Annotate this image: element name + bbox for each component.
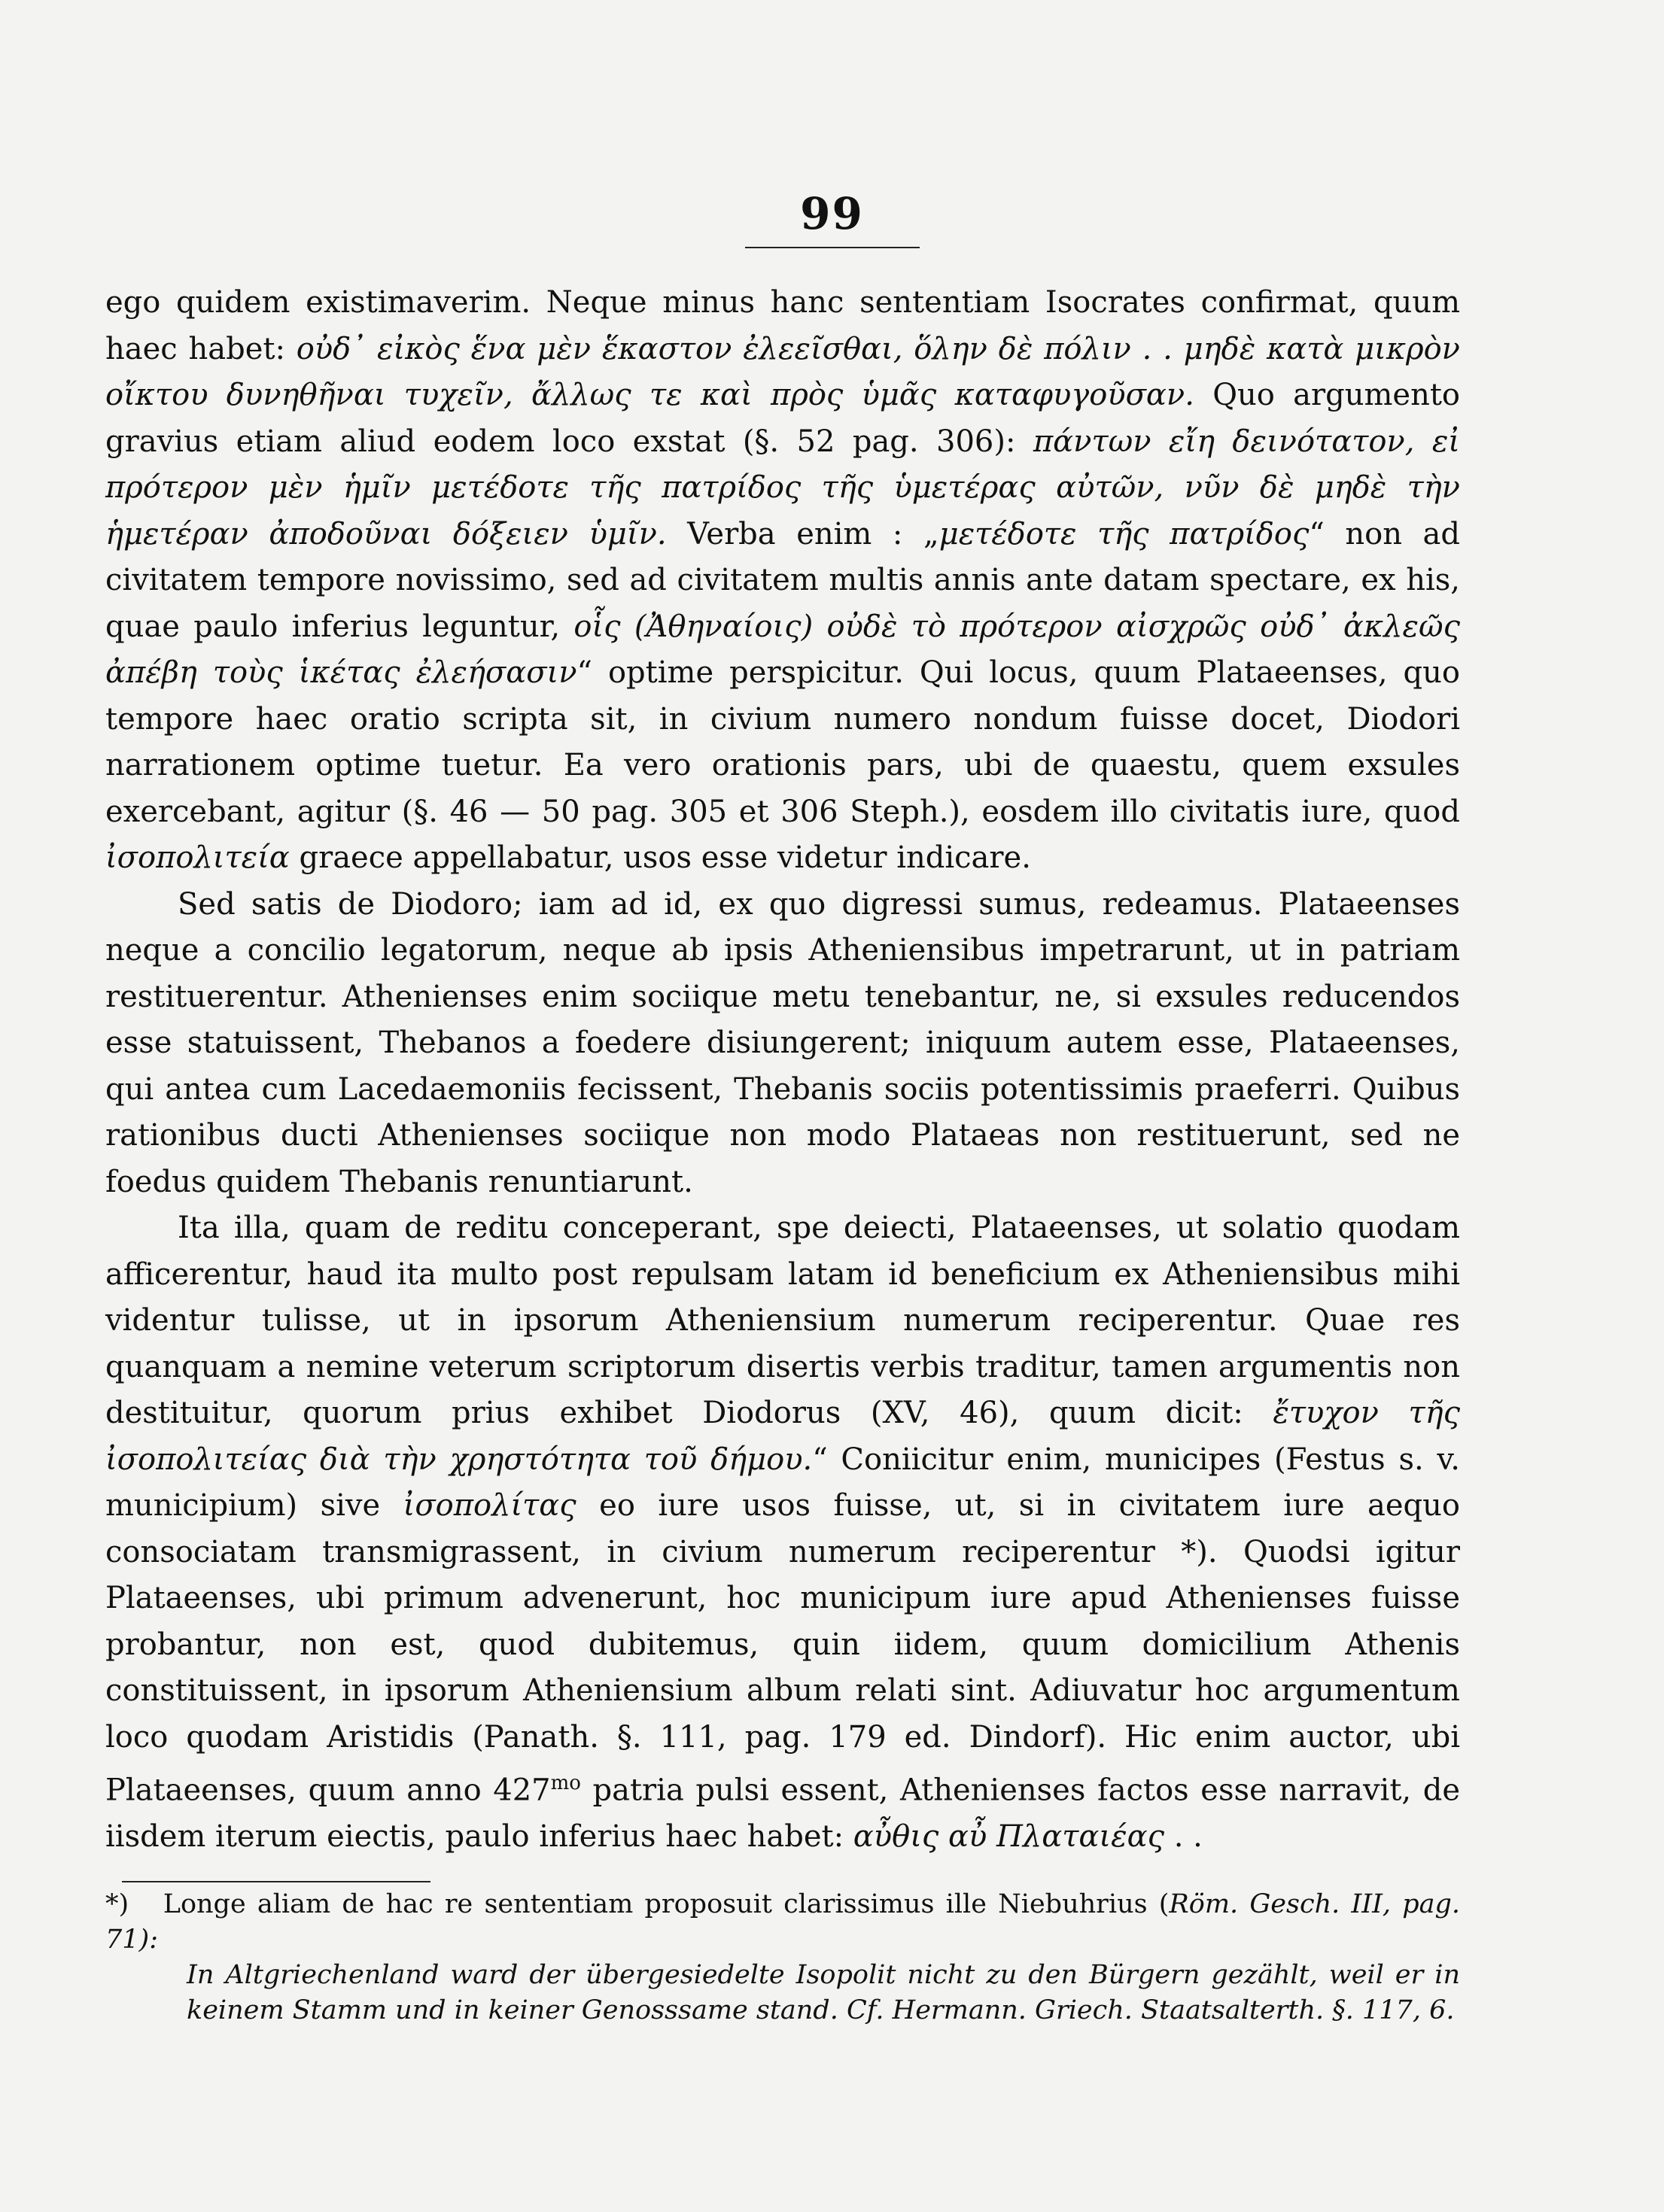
footnote-quote-text: In Altgriechenland ward der übergesiedelte Isopolit nicht zu den Bürgern gezählt, weil er in keinem Stamm und in keiner Genosssame stand. Cf. Hermann. Griech. Staatsalterth. §. 117, 6. bbox=[187, 1960, 1460, 2025]
greek-quotation: πάντων εἴη δεινότατον, εἰ πρότερον μὲν ἡμῖν μετέδοτε τῆς πατρίδος τῆς ὑμετέρας αὐτῶν, νῦν δὲ μηδὲ τὴν ἡμετέραν ἀποδοῦναι δόξειεν ὑμῖν. bbox=[105, 424, 1460, 551]
text-segment: Quo argumento gravius etiam aliud eodem loco exstat (§. 52 pag. 306): bbox=[105, 378, 1460, 459]
footnote-marker: *) bbox=[105, 1889, 129, 1919]
footnote bbox=[105, 1887, 1460, 2028]
text-segment: “ Coniicitur enim, municipes (Festus s. v. municipium) sive bbox=[105, 1442, 1460, 1523]
greek-quotation: οἷς (Ἀθηναίοις) οὐδὲ τὸ πρότερον αἰσχρῶς οὐδ᾽ ἀκλεῶς ἀπέβη τοὺς ἱκέτας ἐλεήσασιν bbox=[105, 609, 1460, 690]
text-segment: Verba enim : „ bbox=[666, 516, 939, 551]
page-number: 99 bbox=[800, 188, 864, 239]
greek-quotation: αὖθις αὖ Πλαταιέας bbox=[853, 1819, 1164, 1854]
paragraph bbox=[105, 280, 1460, 882]
paragraph bbox=[105, 882, 1460, 1206]
greek-quotation: ἰσοπολίτας bbox=[403, 1488, 576, 1523]
greek-quotation: ἔτυχον τῆς ἰσοπολιτείας διὰ τὴν χρηστότητα τοῦ δήμου. bbox=[105, 1396, 1461, 1477]
text-segment: graece appellabatur, usos esse videtur indicare. bbox=[289, 840, 1031, 875]
text-segment: . . bbox=[1164, 1819, 1203, 1854]
ordinal-superscript: mo bbox=[550, 1772, 581, 1794]
text-segment: “ non ad civitatem tempore novissimo, sed ad civitatem multis annis ante datam spectare, ex his, quae paulo inferius leguntur, bbox=[105, 516, 1461, 644]
footnote-rule bbox=[122, 1881, 430, 1882]
paragraph bbox=[105, 1205, 1460, 1860]
greek-quotation: μετέδοτε τῆς πατρίδος bbox=[938, 516, 1310, 551]
text-segment: “ optime perspicitur. Qui locus, quum Plataeenses, quo tempore haec oratio scripta sit, in civium numero nondum fuisse docet, Diodori narrationem optime tuetur. Ea vero orationis pars, ubi de quaestu, quem exsules exercebant, agitur (§. 46 — 50 pag. 305 et 306 Steph.), eosdem illo civitatis iure, quod bbox=[105, 655, 1460, 829]
greek-quotation: οὐδ᾽ εἰκὸς ἕνα μὲν ἕκαστον ἐλεεῖσθαι, ὅλην δὲ πόλιν . . μηδὲ κατὰ μικρὸν οἴκτου δυνηθῆναι τυχεῖν, ἄλλως τε καὶ πρὸς ὑμᾶς καταφυγοῦσαν. bbox=[105, 331, 1460, 412]
main-text bbox=[105, 280, 1460, 1860]
footnote-citation: Röm. Gesch. III, pag. 71): bbox=[105, 1889, 1460, 1955]
text-segment: eo iure usos fuisse, ut, si in civitatem iure aequo consociatam transmigrassent, in civium numerum reciperentur *). Quodsi igitur Plataeenses, ubi primum advenerunt, hoc municipum iure apud Athenienses fuisse probantur, non est, quod dubitemus, quin iidem, quum domicilium Athenis constituissent, in ipsorum Atheniensium album relati sint. Adiuvatur hoc argumentum loco quodam Aristidis (Panath. §. 111, pag. 179 ed. Dindorf). Hic enim auctor, ubi Plataeenses, quum anno 427 bbox=[105, 1488, 1461, 1808]
footnote-lead: Longe aliam de hac re sententiam proposuit clarissimus ille Niebuhrius ( bbox=[163, 1889, 1170, 1919]
header-rule bbox=[745, 247, 920, 248]
text-segment: Sed satis de Diodoro; iam ad id, ex quo digressi sumus, redeamus. Plataeenses neque a concilio legatorum, neque ab ipsis Atheniensibus impetrarunt, ut in patriam restituerentur. Athenienses enim sociique metu tenebantur, ne, si exsules reducendos esse statuissent, Thebanos a foedere disiungerent; iniquum autem esse, Plataeenses, qui antea cum Lacedaemoniis fecissent, Thebanis sociis potentissimis praeferri. Quibus rationibus ducti Athenienses sociique non modo Plataeas non restituerunt, sed ne foedus quidem Thebanis renuntiarunt. bbox=[105, 886, 1460, 1199]
greek-quotation: ἰσοπολιτεία bbox=[105, 840, 290, 875]
footnote-first-line bbox=[105, 1887, 1460, 1958]
footnote-quote bbox=[105, 1958, 1460, 2028]
text-segment: Ita illa, quam de reditu conceperant, spe deiecti, Plataeenses, ut solatio quodam afficerentur, haud ita multo post repulsam latam id beneficium ex Atheniensibus mihi videntur tulisse, ut in ipsorum Atheniensium numerum reciperentur. Quae res quanquam a nemine veterum scriptorum disertis verbis traditur, tamen argumentis non destituitur, quorum prius exhibet Diodorus (XV, 46), quum dicit: bbox=[105, 1211, 1460, 1430]
text-segment: ego quidem existimaverim. Neque minus hanc sententiam Isocrates confirmat, quum haec habet: bbox=[105, 285, 1460, 366]
text-segment: patria pulsi essent, Athenienses factos esse narravit, de iisdem iterum eiectis, paulo inferius haec habet: bbox=[105, 1773, 1460, 1854]
